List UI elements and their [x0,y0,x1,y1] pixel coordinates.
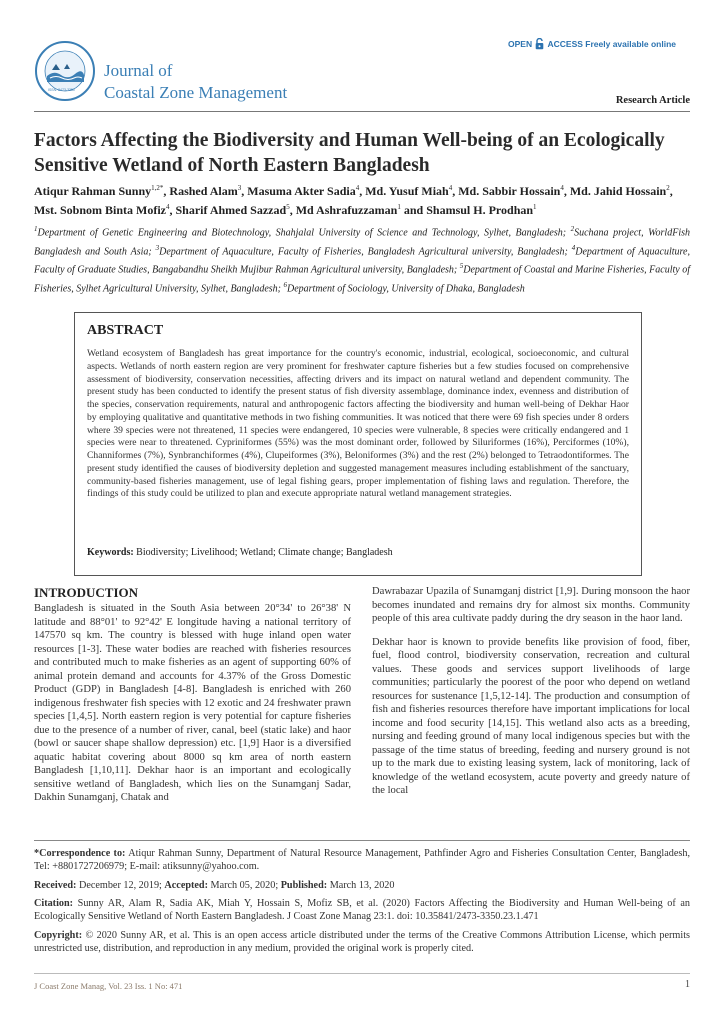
affiliation-mark: 1 [34,225,38,233]
author-name: Sharif Ahmed Sazzad [175,203,287,217]
published-date: March 13, 2020 [327,879,395,891]
introduction-heading: INTRODUCTION [34,585,139,600]
copyright-label: Copyright: [34,929,83,941]
citation-note [34,898,690,924]
author-list: Atiqur Rahman Sunny$^{1,2*}$, Rashed Alam$^3$, Masuma Akter Sadia$^4$, Md. Yusuf Miah$^4$, Md. Sabbir Hossain$^4$, Md. Jahid Hossain$^2$, Mst. Sobnom Binta Mofiz$^4$, Sharif Ahmed Sazzad$^5$, Md Ashrafuzzaman$^1$ and Shamsul H. Prodhan$^1$ [34,184,673,217]
article-title: Factors Affecting the Biodiversity and Human Well-being of an Ecologically Sensitive Wetland of North Eastern Bangladesh [34,130,665,176]
introduction-paragraph: Dawrabazar Upazila of Sunamganj district [1,9]. During monsoon the haor becomes inundated and remains dry for almost six months. Community people of this area cultivate paddy during the dry season in the haor land. [372,586,690,624]
journal-logo [34,40,96,102]
affiliation-mark: 2 [570,225,575,233]
footer-journal-reference: J Coast Zone Manag, Vol. 23 Iss. 1 No: 471 [34,981,183,991]
introduction-paragraph: Dekhar haor is known to provide benefits like provision of food, fiber, fuel, flood control, biodiversity conservation, recreation and cultural values. These goods and services support livelihoods of large communities; particularly the poorest of the poor who depend on wetland resources for sustenance [1,5,12-14]. The production and consumption of fish and fisheries resources therefore have important implications for local income and food security [14,15]. This wetland also acts as a breeding, nursing and feeding ground of many local indigenous species but with the passage of the time status of breeding, feeding and nursery ground is not up to the mark due to existing leasing system, lack of monitoring, lack of knowledge of the wetland ecosystem, acute poverty and greedy nature of the local [372,636,690,796]
author-affiliation-mark: 2 [666,184,670,192]
author-name: Atiqur Rahman Sunny [34,184,152,198]
author [176,203,290,217]
open-access-badge [508,38,676,50]
keywords-label: Keywords: [87,547,134,558]
author [247,184,359,198]
author [365,184,452,198]
open-lock-icon [535,38,544,50]
open-access-open: OPEN [508,39,533,49]
open-access-text: ACCESS Freely available online [547,39,677,49]
affiliation-text: Department of Genetic Engineering and Biotechnology, Shahjalal University of Science and Technology, Sylhet, Bangladesh; [37,227,571,239]
affiliation-text: Department of Sociology, University of Dhaka, Bangladesh [287,282,525,294]
affiliation-text: Department of Aquaculture, Faculty of Fisheries, Bangladesh Agricultural university, Bangladesh; [159,245,572,257]
author-affiliation-mark: 3 [237,184,242,192]
affiliation-mark: 3 [155,243,160,252]
accepted-date: March 05, 2020; [207,879,281,891]
author [169,184,241,198]
author-affiliation-mark: 1 [533,203,537,211]
affiliation-mark: 4 [571,243,576,252]
author [458,184,564,198]
author-name: Md. Sabbir Hossain [458,184,561,198]
author-name: Md. Jahid Hossain [569,184,667,198]
author-affiliation-mark: 5 [286,203,290,211]
published-label: Published: [280,879,328,891]
dates-note [34,880,690,893]
author-name: Rashed Alam [169,184,238,198]
affiliation-mark: 5 [459,262,464,271]
author [34,203,170,217]
correspondence-note [34,848,690,874]
author-affiliation-mark: 4 [560,184,564,192]
author-name: Masuma Akter Sadia [247,184,356,198]
author [426,203,536,217]
journal-name [104,60,287,104]
affiliation-text: Department of Coastal and Marine Fisheries, Faculty of Fisheries, Sylhet Agricultural University, Sylhet, Bangladesh; [34,264,691,294]
abstract-heading: ABSTRACT [87,323,164,338]
keywords-list: Biodiversity; Livelihood; Wetland; Climate change; Bangladesh [133,547,393,558]
author-name: Md Ashrafuzzaman [295,203,398,217]
correspondence-label: *Correspondence to: [34,848,126,859]
correspondence-text: Atiqur Rahman Sunny, Department of Natural Resource Management, Pathfinder Agro and Fisheries Consultation Center, Bangladesh, Tel: +8801727206979; E-mail: atiksunny@yahoo.com. [34,848,690,872]
accepted-label: Accepted: [164,879,208,891]
author-affiliation-mark: 1 [397,203,401,211]
footer-divider [34,973,690,974]
author-name: Shamsul H. Prodhan [426,203,534,217]
keywords [87,547,393,558]
received-date: December 12, 2019; [76,879,165,891]
author-affiliation-mark: 4 [355,184,360,192]
author [34,184,163,198]
introduction-column-1: Bangladesh is situated in the South Asia between 20°34' to 26°38' N latitude and 88°01' to 92°42' E longitude having a national territory of 147570 sq km. The country is blessed with huge inland open water resources [1-3]. These water bodies are reached with fisheries resources and contributed much to make fisheries as an agent of supporting 60% of animal protein demand and accounts for 4.37% of the Gross Domestic Product (GDP) in Bangladesh [4-8]. Bangladesh is enriched with 260 indigenous freshwater fish species with 12 exotic and 24 freshwater prawn species [1,4,5]. North eastern region is very potential for capture fisheries due to the presence of a number of river, canal, beel (static lake) and haor (bowl or saucer shape shallow depression) etc. [1,9] Haor is a diversified aquatic habitat covering about 8000 sq km area of north eastern Bangladesh [1,10,11]. Dekhar haor is an important and ecologically sensitive wetland of Bangladesh, which lies on the Sunamganj Sadar, Dakhin Sunamganj, Chatak and [34,603,351,803]
introduction-column-2 [372,585,690,808]
abstract-box [74,312,642,576]
abstract-text: Wetland ecosystem of Bangladesh has great importance for the country's economic, industrial, ecological, socioeconomic, and cultural aspects. Wetlands of north eastern region are very prominent for freshwater capture fisheries but a few studies focused on comprehensive assessment of biodiversity, conservation necessities, affecting drivers and its impact on natural wetland and dependent community. The present study has been conducted to identify the present status of fish diversity assemblage, dominance index, evenness and distribution of the species, conservation requirements, natural and anthropogenic factors affecting the biodiversity and human well-being of Dekhar Haor by employing qualitative and quantitative methods in two fishing communities. It was noticed that there were 69 fish species under 8 orders where 39 species were not threatened, 11 species were endangered, 10 species were vulnerable, 8 species were critically endangered and 1 species were near to threatened. Cypriniformes (55%) was the most dominant order, followed by Siluriformes (16%), Perciformes (10%), Channiformes (7%), Synbranchiformes (4%), Clupeiformes (3%), Beloniformes (3%) and the rest (2%) belonged to Tetraodontiformes. The present study identified the causes of biodiversity depletion and suggested management measures including establishment of the sanctuary, community-based fisheries management, use of legal fishing gears, proper implementation of fishing laws and regulation. Therefore, the findings of this study could be utilized to plan and execute appropriate natural wetland management strategies. [87,348,629,500]
author-affiliation-mark: 4 [166,203,170,211]
author [296,203,401,217]
page-number: 1 [685,979,690,990]
author [570,184,670,198]
copyright-note [34,930,690,956]
affiliation-text: Department of Aquaculture, Faculty of Graduate Studies, Bangabandhu Sheikh Mujibur Rahman Agricultural university, Bangladesh; [34,245,690,276]
author-name: Md. Yusuf Miah [365,184,449,198]
author-affiliation-mark: 4 [448,184,453,192]
affiliation-text: Suchana project, WorldFish Bangladesh and South Asia; [34,227,690,257]
author-affiliation-mark: 1,2* [151,184,164,192]
affiliation-mark: 6 [283,280,287,289]
copyright-text: © 2020 Sunny AR, et al. This is an open access article distributed under the terms of the Creative Commons Attribution License, which permits unrestricted use, distribution, and reproduction in any medium, provided the original work is properly cited. [34,929,690,954]
citation-label: Citation: [34,898,74,910]
journal-name-line2: Coastal Zone Management [104,83,288,102]
article-type: Research Article [615,95,690,106]
journal-name-line1: Journal of [104,61,173,80]
citation-text: Sunny AR, Alam R, Sadia AK, Miah Y, Hossain S, Mofiz SB, et al. (2020) Factors Affecting the Biodiversity and Human Well-being of an Ecologically Sensitive Wetland of North Eastern Bangladesh. J Coast Zone Manag 23:1. doi: 10.35841/2473-3350.23.1.471 [34,898,690,923]
author-name: Mst. Sobnom Binta Mofiz [34,203,166,217]
header-divider [34,111,690,112]
journal-logo-issn: ISSN: 2473-3350 [48,88,75,92]
affiliations [34,222,690,296]
received-label: Received: [34,879,77,891]
footnote-divider [34,840,690,841]
footnotes [34,848,690,962]
